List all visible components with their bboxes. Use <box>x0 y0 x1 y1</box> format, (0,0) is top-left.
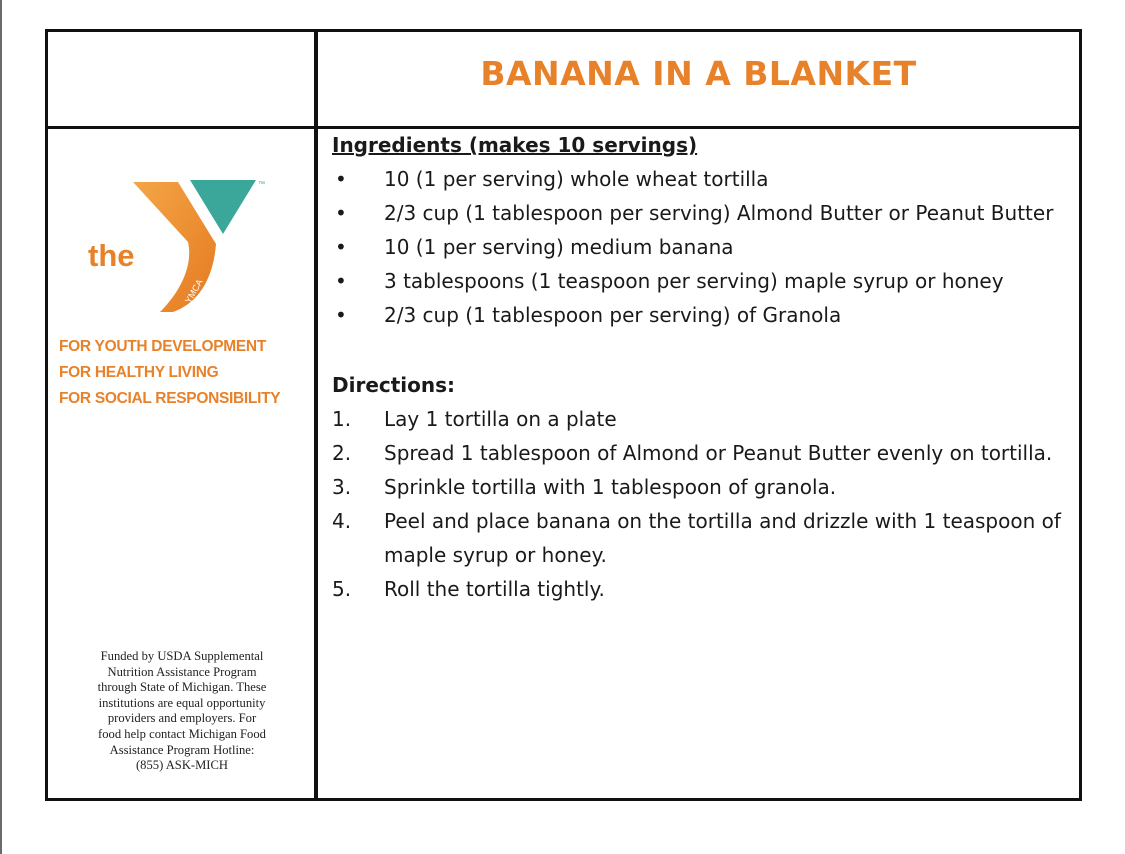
ingredient-item: • 3 tablespoons (1 teaspoon per serving) maple syrup or honey <box>332 264 1072 298</box>
step-number: 5. <box>332 577 352 601</box>
step-text: Roll the tortilla tightly. <box>384 577 605 601</box>
ingredient-item: • 2/3 cup (1 tablespoon per serving) of Granola <box>332 298 1072 332</box>
column-divider <box>314 32 318 798</box>
step-text: Spread 1 tablespoon of Almond or Peanut Butter evenly on tortilla. <box>384 441 1053 465</box>
direction-step <box>332 504 1072 572</box>
recipe-content <box>332 128 1072 606</box>
direction-step <box>332 470 1072 504</box>
directions-heading: Directions: <box>332 373 456 397</box>
ymca-logo <box>78 172 298 322</box>
ingredients-list <box>332 162 1072 332</box>
ymca-trademark: ™ <box>258 181 265 188</box>
ymca-logo-mark: YMCA <box>183 277 205 305</box>
recipe-title: BANANA IN A BLANKET <box>480 54 917 93</box>
direction-step <box>332 436 1072 470</box>
recipe-card <box>45 29 1082 801</box>
funding-line: Nutrition Assistance Program <box>107 664 257 679</box>
direction-step <box>332 402 1072 436</box>
step-number: 4. <box>332 509 352 533</box>
funding-line: through State of Michigan. These <box>97 680 267 695</box>
ingredient-item: • 10 (1 per serving) medium banana <box>332 230 1072 264</box>
step-number: 2. <box>332 441 352 465</box>
tagline: FOR YOUTH DEVELOPMENT <box>59 338 266 355</box>
tagline: FOR HEALTHY LIVING <box>59 364 219 381</box>
funding-line: providers and employers. For <box>107 711 257 726</box>
page-edge <box>0 0 2 854</box>
funding-line: Assistance Program Hotline: <box>109 742 255 757</box>
funding-line: institutions are equal opportunity <box>98 695 266 710</box>
ingredients-heading: Ingredients (makes 10 servings) <box>332 133 698 157</box>
tagline: FOR SOCIAL RESPONSIBILITY <box>59 390 281 407</box>
step-number: 3. <box>332 475 352 499</box>
funding-line: (855) ASK-MICH <box>135 758 228 773</box>
step-text: Lay 1 tortilla on a plate <box>384 407 617 431</box>
ingredient-item: • 2/3 cup (1 tablespoon per serving) Almond Butter or Peanut Butter <box>332 196 1072 230</box>
ingredient-item: • 10 (1 per serving) whole wheat tortilla <box>332 162 1072 196</box>
step-number: 1. <box>332 407 352 431</box>
funding-line: food help contact Michigan Food <box>98 726 266 741</box>
step-text: Sprinkle tortilla with 1 tablespoon of granola. <box>384 475 837 499</box>
ymca-taglines <box>59 334 314 412</box>
funding-notice <box>56 649 308 774</box>
ymca-logo-word: the <box>88 238 135 273</box>
direction-step <box>332 572 1072 606</box>
funding-line: Funded by USDA Supplemental <box>100 649 264 663</box>
directions-list <box>332 402 1072 606</box>
section-gap <box>332 332 1072 368</box>
step-text: Peel and place banana on the tortilla and drizzle with 1 teaspoon of maple syrup or honey. <box>384 509 1061 567</box>
